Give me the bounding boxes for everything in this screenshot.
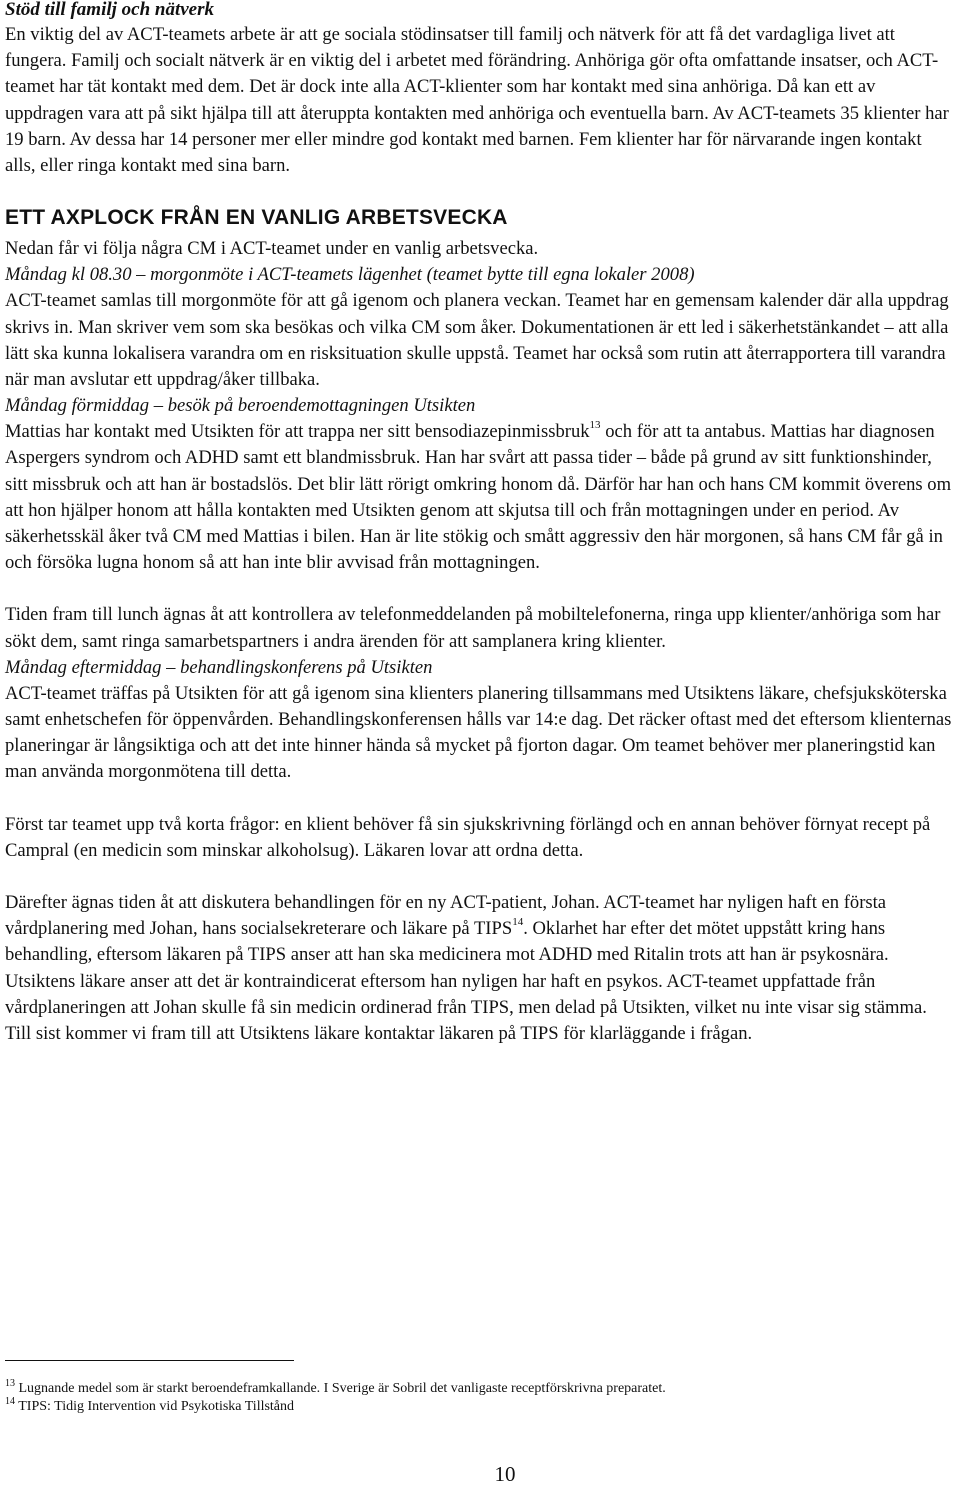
footnote-separator (5, 1360, 294, 1361)
workweek-intro-paragraph: Nedan får vi följa några CM i ACT-teamet under en vanlig arbetsvecka. (5, 238, 539, 260)
page-number: 10 (494, 1462, 516, 1486)
questions-paragraph: Först tar teamet upp två korta frågor: en klient behöver få sin sjukskrivning förlängd och en annan behöver förnyat recept på Campral (en medicin som minskar alkoholsug). Läkaren lovar att ordna detta. (5, 813, 931, 861)
monday-afternoon-block (5, 655, 955, 786)
monday-afternoon-heading: Måndag eftermiddag – behandlingskonferens på Utsikten (5, 656, 433, 678)
monday-morning-heading: Måndag kl 08.30 – morgonmöte i ACT-teamets lägenhet (teamet bytte till egna lokaler 2008) (5, 264, 695, 286)
family-support-paragraph: En viktig del av ACT-teamets arbete är att ge sociala stödinsatser till familj och nätverk för att få det vardagliga livet att fungera. Familj och socialt nätverk är en viktig del i arbetet med förändring. Anhöriga gör ofta omfattande insatser, och ACT-teamet har tät kontakt med dem. Det är dock inte alla ACT-klienter som har kontakt med sina anhöriga. Då kan ett av uppdragen vara att på sikt hjälpa till att återuppta kontakten med anhöriga och eventuella barn. Av ACT-teamets 35 klienter har 19 barn. Av dessa har 14 personer mer eller mindre god kontakt med barnen. Fem klienter har för närvarande ingen kontakt alls, eller ringa kontakt med sina barn. (5, 24, 949, 177)
monday-forenoon-paragraph (5, 419, 955, 576)
workweek-section-heading: ETT AXPLOCK FRÅN EN VANLIG ARBETSVECKA (5, 206, 508, 230)
monday-morning-paragraph: ACT-teamet samlas till morgonmöte för att gå igenom och planera veckan. Teamet har en gemensam kalender där alla uppdrag skrivs in. Man skriver vem som ska besökas och vilka CM som åker. Dokumentationen är ett led i säkerhetstänkandet – att alla lätt ska kunna lokalisera varandra om en risksituation skulle uppstå. Teamet har också som rutin att återrapportera till varandra när man avslutar ett uppdrag/åker tillbaka. (5, 290, 949, 391)
monday-forenoon-text-start: Mattias har kontakt med Utsikten för att trappa ner sitt bensodiazepinmissbruk (5, 421, 590, 443)
footnote-text: TIPS: Tidig Intervention vid Psykotiska Tillstånd (15, 1399, 295, 1414)
johan-text-start: Därefter ägnas tiden åt att diskutera behandlingen för en ny ACT-patient, Johan. ACT-teamet har nyligen haft en första vårdplanering med Johan, hans socialsekreterare och läkare på TIPS (5, 892, 887, 940)
monday-afternoon-paragraph: ACT-teamet träffas på Utsikten för att gå igenom sina klienters planering tillsammans med Utsiktens läkare, chefsjuksköterska samt enhetschefen för öppenvården. Behandlingskonferensen hålls var 14:e dag. Det räcker oftast med det eftersom klienternas planeringar är långsiktiga och att det inte hinner hända så mycket på fjorton dagar. Om teamet behöver mer planeringstid kan man använda morgonmötena till detta. (5, 682, 952, 783)
johan-text-end: . Oklarhet har efter det mötet uppstått kring hans behandling, eftersom läkaren på TIPS anser att han ska medicinera mot ADHD med Ritalin trots att han är psykosnära. Utsiktens läkare anser att det är kontraindicerat eftersom han nyligen har haft en psykos. ACT-teamet uppfattade från vårdplaneringen att Johan skulle få sin medicin ordinerad från TIPS, men delad på Utsikten, vilket nu inte visar sig stämma. Till sist kommer vi fram till att Utsiktens läkare kontaktar läkaren på TIPS för klarläggande i frågan. (5, 918, 927, 1045)
footnote-14 (5, 1398, 945, 1416)
monday-forenoon-heading: Måndag förmiddag – besök på beroendemottagningen Utsikten (5, 395, 476, 417)
monday-forenoon-text-end: och för att ta antabus. Mattias har diagnosen Aspergers syndrom och ADHD samt ett blandmissbruk. Han har svårt att passa tider – både på grund av sitt funktionshinder, sitt missbruk och att han är bostadslös. Det blir lätt rörigt omkring honom då. Därför har han och hans CM kommit överens om att hon hjälper honom att hålla kontakten med Utsikten genom att skjutsa till och från mottagningen under en period. Av säkerhetsskäl åker två CM med Mattias i bilen. Han är lite stökig och smått aggressiv den här morgonen, så hans CM får gå in och försöka lugna honom så att han inte blir avvisad från mottagningen. (5, 421, 952, 574)
footnotes (5, 1380, 945, 1416)
footnote-reference-13[interactable]: 13 (589, 419, 601, 432)
lunch-paragraph: Tiden fram till lunch ägnas åt att kontrollera av telefonmeddelanden på mobiltelefonerna, ringa upp klienter/anhöriga som har sökt dem, samt ringa samarbetspartners i andra ärenden för att samplanera kring klienter. (5, 604, 941, 652)
monday-morning-block (5, 262, 955, 393)
monday-forenoon-block (5, 393, 955, 576)
document-page (5, 0, 955, 1047)
footnote-text: Lugnande medel som är starkt beroendeframkallande. I Sverige är Sobril det vanligaste receptförskrivna preparatet. (15, 1381, 666, 1396)
footnote-number: 14 (5, 1396, 15, 1407)
johan-paragraph (5, 890, 955, 1047)
footnote-number: 13 (5, 1378, 15, 1389)
family-support-heading: Stöd till familj och nätverk (5, 0, 215, 20)
footnote-reference-14[interactable]: 14 (512, 916, 524, 929)
footnote-13 (5, 1380, 945, 1398)
